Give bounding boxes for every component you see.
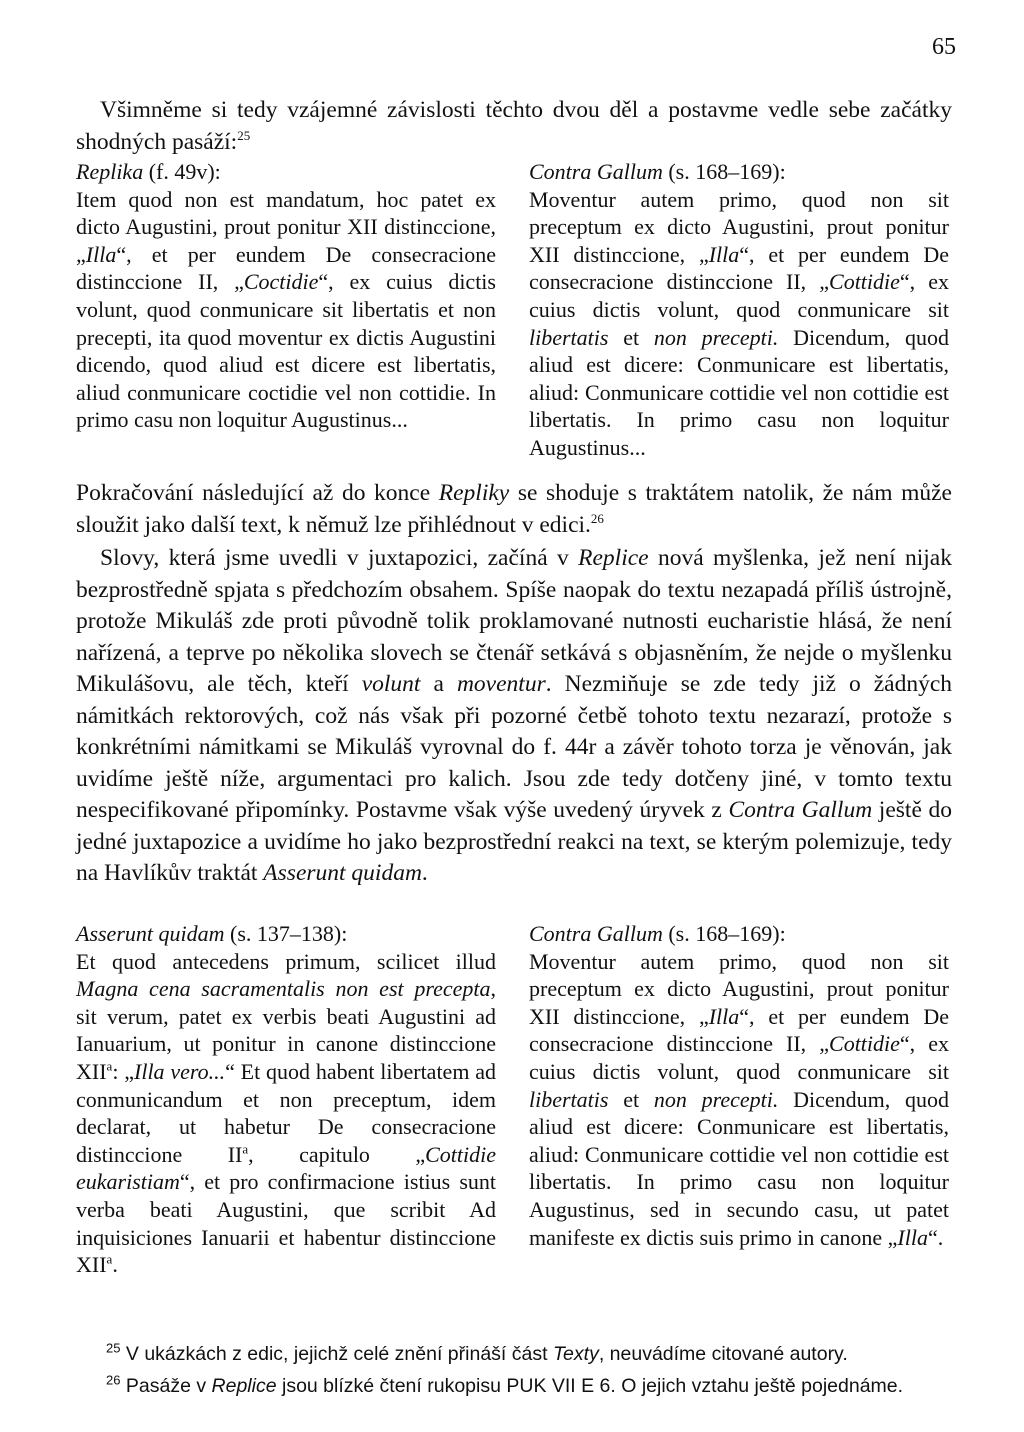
juxtaposition2-right-column — [529, 920, 949, 1251]
page-number: 65 — [932, 34, 956, 60]
analysis-paragraph: Slovy, která jsme uvedli v juxtapozici, začíná v Replice nová myšlenka, jež není nijak bezprostředně spjata s předchozím obsahem. Spíše naopak do textu nezapadá příliš ústrojně, protože Mikuláš zde proti původně tolik proklamované nutnosti eucharistie hlásá, že není nařízená, a teprve po několika slovech se čtenář setkává s objasněním, že nejde o myšlenku Mikulášovu, ale těch, kteří volunt a moventur. Nezmiňuje se zde tedy již o žádných námitkách rektorových, což nás však při pozorné četbě tohoto textu nezarazí, protože s konkrétními námitkami se Mikuláš vyrovnal do f. 44r a závěr tohoto torza je věnován, jak uvidíme ještě níže, argumentaci pro kalich. Jsou zde tedy dotčeny jiné, v tomto textu nespecifikované připomínky. Postavme však výše uvedený úryvek z Contra Gallum ještě do jedné juxtapozice a uvidíme ho jako bezprostřední reakci na text, se kterým polemizuje, tedy na Havlíkův traktát Asserunt quidam. — [76, 545, 953, 886]
juxtaposition2-right-heading: Contra Gallum (s. 168–169): — [529, 921, 786, 946]
juxtaposition2-left-column — [76, 920, 496, 1279]
intro-text: Všimněme si tedy vzájemné závislosti těchto dvou děl a postavme vedle sebe začátky shodných pasáží: — [76, 97, 952, 155]
juxtaposition2-left-text: Et quod antecedens primum, scilicet illud Magna cena sacramentalis non est precepta, sit verum, patet ex verbis beati Augustini ad Ianuarium, ut ponitur in canone distinccione XII$^a$: „Illa vero...“ Et quod habent libertatem ad conmunicandum et non preceptum, idem declarat, ut habetur De consecracione distinccione $II^a$, capitulo „Cottidie eukaristiam“, et pro confirmacione istius sunt verba beati Augustini, que scribit Ad inquisiciones Ianuarii et habentur distinccione XII$^a$. — [76, 948, 496, 1278]
juxtaposition1-left-column — [76, 158, 496, 434]
juxtaposition1-right-text: Moventur autem primo, quod non sit preceptum ex dicto Augustini, prout ponitur XII distinccione, „Illa“, et per eundem De consecracione distinccione II, „Cottidie“, ex cuius dictis volunt, quod conmunicare sit libertatis et non precepti. Dicendum, quod aliud est dicere: Conmunicare est libertatis, aliud: Conmunicare cottidie vel non cottidie est libertatis. In primo casu non loquitur Augustinus... — [529, 186, 950, 460]
juxtaposition2-left-heading: Asserunt quidam (s. 137–138): — [76, 921, 348, 946]
footnotes — [106, 1338, 986, 1402]
juxtaposition1-left-heading: Replika (f. 49v): — [76, 159, 221, 184]
juxtaposition1-left-text: Item quod non est mandatum, hoc patet ex dicto Augustini, prout ponitur XII distinccione, „Illa“, et per eundem De consecracione distinccione II, „Coctidie“, ex cuius dictis volunt, quod conmunicare sit libertatis et non precepti, ita quod moventur ex dictis Augustini dicendo, quod aliud est dicere est libertatis, aliud conmunicare coctidie vel non cottidie. In primo casu non loquitur Augustinus... — [76, 186, 496, 433]
juxtaposition1-right-column — [529, 158, 949, 462]
continuation-paragraph: Pokračování následující až do konce Repliky se shoduje s traktátem natolik, že nám může sloužit jako další text, k němuž lze přihlédnout v edici.$^{26}$ — [76, 480, 952, 538]
juxtaposition1-right-heading: Contra Gallum (s. 168–169): — [529, 159, 786, 184]
footnote-ref-25: 25 — [237, 127, 251, 143]
intro-paragraph — [76, 95, 952, 158]
footnote-25: $^{25}$ V ukázkách z edic, jejichž celé znění přináší část Texty, neuvádíme citované autory. — [106, 1340, 848, 1365]
footnote-ref-26: 26 — [590, 510, 604, 526]
juxtaposition2-right-text: Moventur autem primo, quod non sit preceptum ex dicto Augustini, prout ponitur XII distinccione, „Illa“, et per eundem De consecracione distinccione II, „Cottidie“, ex cuius dictis volunt, quod conmunicare sit libertatis et non precepti. Dicendum, quod aliud est dicere: Conmunicare est libertatis, aliud: Conmunicare cottidie vel non cottidie est libertatis. In primo casu non loquitur Augustinus, sed in secundo casu, ut patet manifeste ex dictis suis primo in canone „Illa“. — [529, 948, 950, 1250]
replika-title: Repliky — [438, 480, 510, 506]
footnote-26: $^{26}$ Pasáže v Replice jsou blízké čtení rukopisu PUK VII E 6. O jejich vztahu ještě pojednáme. — [106, 1372, 904, 1397]
